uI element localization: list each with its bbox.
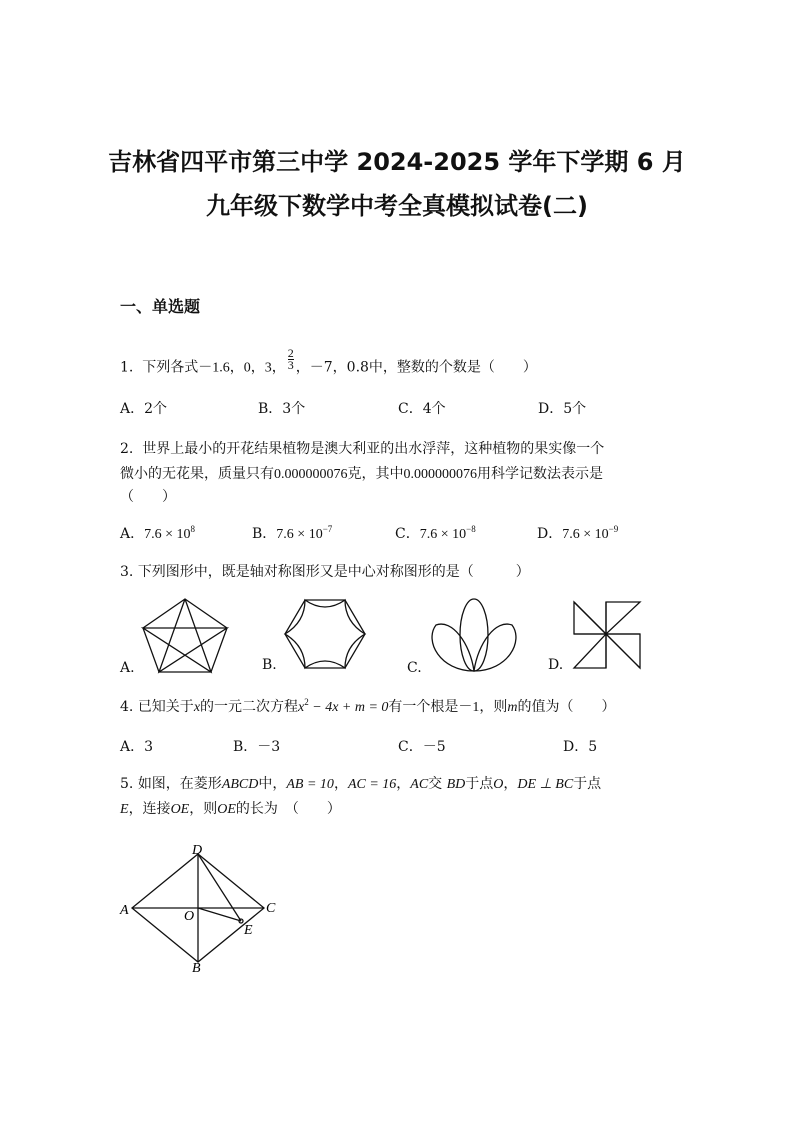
- section-heading: 一、单选题: [120, 297, 201, 316]
- label-c: C: [266, 901, 276, 916]
- page-title-line1: 吉林省四平市第三中学 2024-2025 学年下学期 6 月: [108, 148, 686, 176]
- question-1: 1. 下列各式－1.6，0，3， $\frac{2}{3}$ ，－7，0.8中，整数的个数是（ ）: [120, 346, 537, 376]
- q4-option-a[interactable]: A．3: [120, 739, 154, 755]
- question-4: 4. 已知关于x的一元二次方程$x^2 - 4x + m = 0$有一个根是－1，则m的值为（ ）: [120, 697, 616, 715]
- question-number: 2.: [120, 441, 134, 457]
- label-e: E: [244, 923, 253, 938]
- question-number: 3.: [120, 564, 134, 580]
- q2-option-a[interactable]: A．$7.6 \times 10^8$: [120, 524, 196, 542]
- hexagon-arcs-figure: [285, 598, 365, 670]
- rhombus-figure: [118, 842, 288, 977]
- q3-option-d-label[interactable]: D.: [548, 657, 564, 673]
- q2-option-b[interactable]: B．$7.6 \times 10^{-7}$: [252, 524, 333, 542]
- q2-option-c[interactable]: C．$7.6 \times 10^{-8}$: [395, 524, 476, 542]
- q4-option-b[interactable]: B．－3: [233, 739, 281, 755]
- pentagram-figure: [140, 595, 250, 675]
- q3-option-b-label[interactable]: B.: [262, 657, 277, 673]
- q1-option-c[interactable]: C．4个: [398, 401, 446, 417]
- q1-option-d[interactable]: D．5个: [538, 401, 587, 417]
- label-o: O: [184, 909, 195, 924]
- q4-option-c[interactable]: C．－5: [398, 739, 446, 755]
- petal-flower-figure: [430, 597, 520, 675]
- question-number: 1.: [120, 359, 134, 376]
- fraction-two-thirds: $\frac{2}{3}$: [287, 346, 294, 372]
- q1-option-a[interactable]: A．2个: [120, 401, 168, 417]
- question-2-line2: 微小的无花果，质量只有0.000000076克，其中0.000000076用科学记数法表示是: [120, 466, 603, 482]
- question-2-line1: 2. 世界上最小的开花结果植物是澳大利亚的出水浮萍，这种植物的果实像一个: [120, 441, 605, 457]
- question-3: 3. 下列图形中，既是轴对称图形又是中心对称图形的是（ ）: [120, 564, 530, 580]
- q2-option-d[interactable]: D．$7.6 \times 10^{-9}$: [537, 524, 619, 542]
- pinwheel-figure: [570, 598, 645, 673]
- question-5-line1: 5. 如图，在菱形ABCD中，AB = 10，AC = 16，AC交 BD于点O，DE ⊥ BC于点: [120, 776, 602, 792]
- label-d: D: [192, 843, 203, 858]
- question-5-line2: E，连接OE，则OE的长为 （ ）: [120, 801, 341, 817]
- label-b: B: [192, 961, 201, 976]
- page-title-line2: 九年级下数学中考全真模拟试卷(二): [206, 192, 588, 220]
- q3-option-c-label[interactable]: C.: [407, 660, 422, 676]
- q1-option-b[interactable]: B．3个: [258, 401, 306, 417]
- question-2-line3: （ ）: [120, 489, 176, 505]
- q4-option-d[interactable]: D．5: [563, 739, 598, 755]
- q3-option-a-label[interactable]: A.: [120, 660, 135, 676]
- question-number: 5.: [120, 776, 134, 792]
- question-number: 4.: [120, 699, 134, 715]
- label-a: A: [120, 903, 129, 918]
